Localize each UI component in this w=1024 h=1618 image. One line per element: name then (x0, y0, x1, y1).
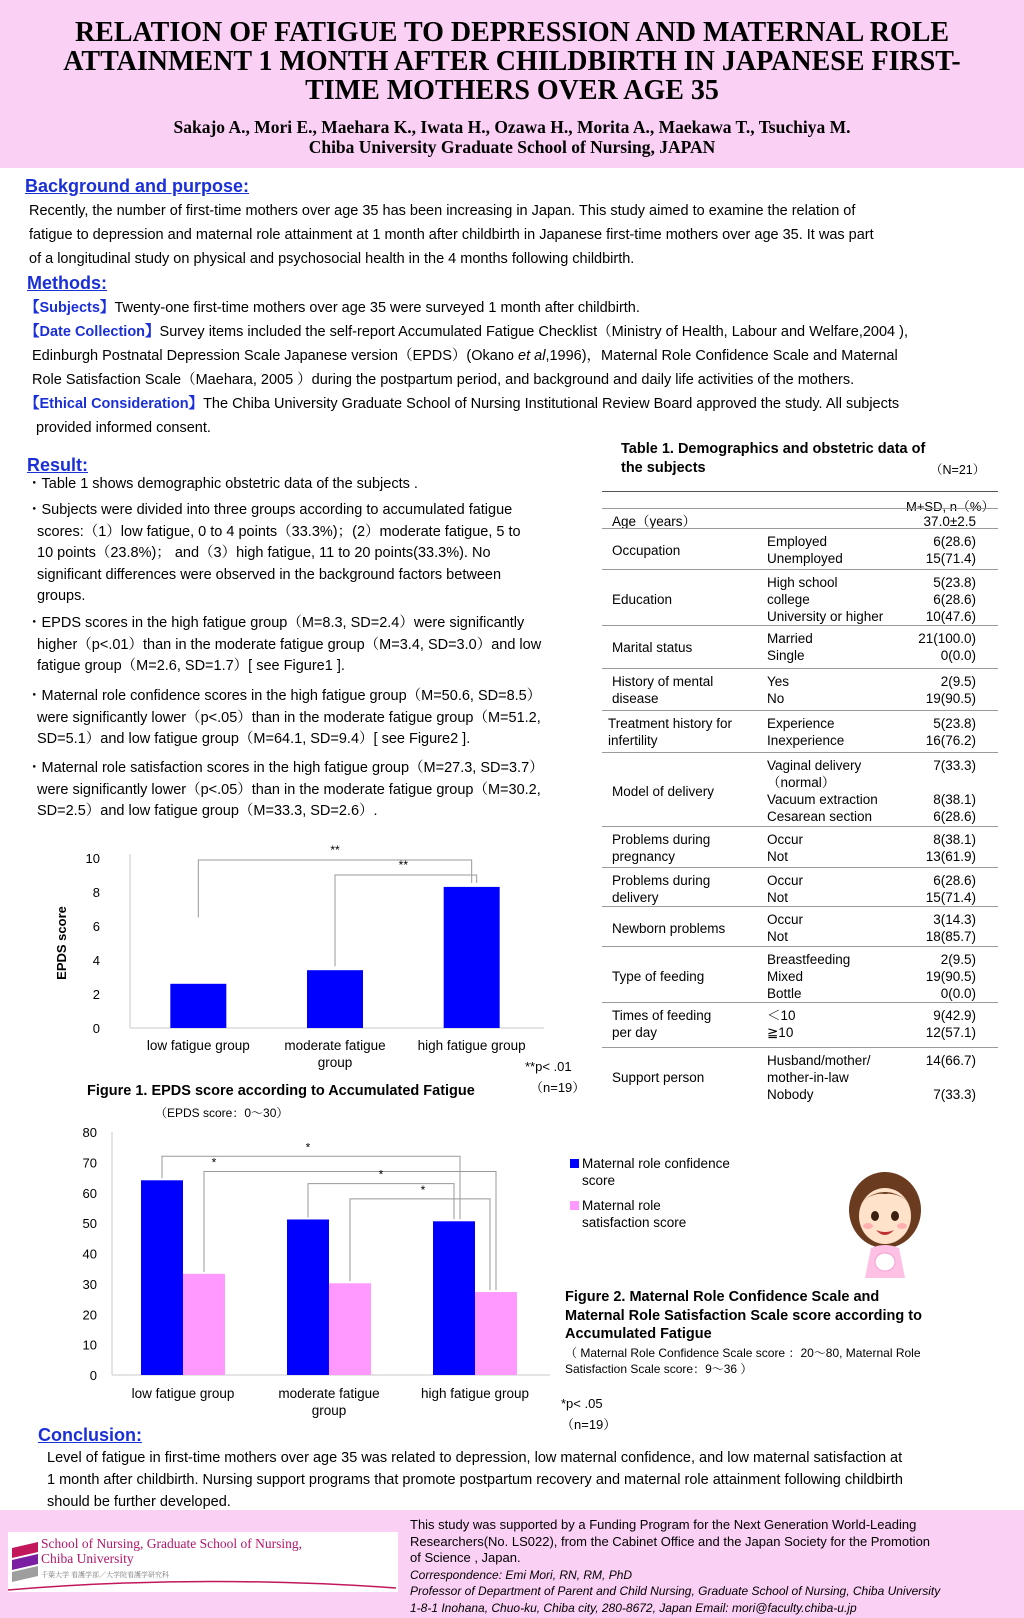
subjects-line: 【Subjects】Twenty-one first-time mothers over age 35 were surveyed 1 month after childbirth. (25, 300, 640, 316)
y-tick-label: 2 (92, 987, 100, 1002)
confidence-bar (433, 1221, 475, 1375)
table-row (602, 710, 998, 753)
university-logo (8, 1532, 398, 1592)
footer-text: This study was supported by a Funding Program for the Next Generation World-Leading Researchers(No. LS022), from the Cabinet Office and the Japan Society for the Promotion of Science , Japan. Correspondence: Emi Mori, RN, RM, PhD Professor of Department of Parent and Child Nursing, Graduate School of Nursing, Chiba University 1-8-1 Inohana, Chuo-ku, Chiba city, 280-8672, Japan Email: mori@faculty.chiba-u.jp (410, 1517, 941, 1615)
table-category: Marital status (612, 639, 693, 655)
x-tick-label: group (317, 1055, 353, 1070)
table-value: 19(90.5) (925, 969, 976, 984)
y-tick-label: 60 (82, 1185, 97, 1201)
table-item: Occur (767, 873, 804, 888)
logo-text: Chiba University (41, 1551, 134, 1566)
table-item: Vacuum extraction (767, 792, 878, 807)
table-value: 15(71.4) (925, 551, 976, 566)
table-item: Experience (767, 716, 835, 731)
table-item: High school (767, 575, 838, 590)
table-item: Not (767, 849, 789, 864)
table-category: Support person (612, 1070, 705, 1085)
ethics-line: 【Ethical Consideration】The Chiba University Graduate School of Nursing Institutional Review Board approved the study. All subjects (25, 396, 900, 412)
confidence-bar (287, 1219, 329, 1375)
table-row (602, 867, 998, 907)
significance-bracket (162, 1156, 460, 1219)
satisfaction-bar (183, 1274, 225, 1375)
table-category: Model of delivery (612, 783, 715, 799)
table-category: Treatment history for (608, 716, 733, 731)
figure1-n-note: （n=19） (530, 1080, 586, 1095)
table-value: 12(57.1) (925, 1025, 976, 1040)
table-value: 2(9.5) (940, 952, 976, 967)
table-value: 37.0±2.5 (923, 514, 976, 529)
figure2-sig-note: *p< .05 (561, 1396, 603, 1411)
table-item: Mixed (767, 969, 804, 984)
text-line: Recently, the number of first-time mothers over age 35 has been increasing in Japan. This study aimed to examine the relation of (29, 203, 856, 219)
table-category: Problems during (612, 832, 711, 847)
table-value: 3(14.3) (933, 912, 976, 927)
table-item: Not (767, 929, 789, 944)
table-row (602, 528, 998, 570)
table-value: 6(28.6) (933, 809, 976, 824)
table-value: 14(66.7) (925, 1053, 976, 1068)
text-line: fatigue to depression and maternal role attainment at 1 month after childbirth in Japanese first-time mothers over age 35. It was part (29, 227, 874, 243)
table-item: Not (767, 890, 789, 905)
table-row (602, 826, 998, 868)
table-item: Inexperience (767, 733, 845, 748)
table-item: Nobody (767, 1087, 814, 1102)
table-value: 5(23.8) (933, 716, 976, 731)
table-value: 6(28.6) (933, 534, 976, 549)
x-tick-label: moderate fatigue (284, 1038, 386, 1053)
background-text (29, 199, 1019, 271)
table-row (602, 906, 998, 947)
table-item: Employed (767, 534, 828, 549)
table-item: college (767, 592, 810, 607)
result-bullet: ・Table 1 shows demographic obstetric data of the subjects . (27, 476, 418, 492)
table-item: No (767, 691, 785, 706)
table1-col-header: M+SD, n（%） (906, 499, 995, 514)
table-value: 8(38.1) (933, 792, 976, 807)
conclusion-heading: Conclusion: (38, 1425, 142, 1445)
affiliation: Chiba University Graduate School of Nursing, JAPAN (308, 137, 716, 157)
legend-swatch-confidence (570, 1159, 579, 1168)
text-line: of a longitudinal study on physical and psychosocial health in the 4 months following childbirth. (29, 251, 635, 267)
table-item: Cesarean section (767, 809, 873, 824)
significance-marker: * (211, 1155, 217, 1170)
table-item: （normal） (767, 775, 836, 790)
table-category: Occupation (612, 542, 681, 558)
table-item: mother-in-law (767, 1070, 849, 1085)
x-tick-label: low fatigue group (131, 1386, 235, 1401)
confidence-bar (141, 1180, 183, 1375)
y-tick-label: 20 (82, 1307, 97, 1323)
table-value: 13(61.9) (925, 849, 976, 864)
x-tick-label: group (311, 1403, 347, 1418)
table-row (602, 946, 998, 1003)
table-category: infertility (608, 733, 658, 748)
table-row (602, 668, 998, 711)
table-category: Age（years） (612, 514, 697, 529)
y-tick-label: 10 (85, 851, 100, 866)
table-item: Married (767, 631, 813, 646)
title-line: ATTAINMENT 1 MONTH AFTER CHILDBIRTH IN JAPANESE FIRST- (63, 46, 961, 77)
figure2-subtitle: （EPDS score：0〜30） (155, 1106, 289, 1120)
table-category: History of mental (612, 674, 714, 689)
y-tick-label: 40 (82, 1246, 97, 1262)
figure2-caption: Figure 2. Maternal Role Confidence Scale and Maternal Role Satisfaction Scale score according to Accumulated Fatigue (565, 1289, 922, 1342)
y-tick-label: 50 (82, 1216, 97, 1232)
table-value: 0(0.0) (940, 648, 976, 663)
table-value: 7(33.3) (933, 1087, 976, 1102)
significance-marker: ** (398, 858, 409, 872)
table-item: Vaginal delivery (767, 758, 862, 773)
background-heading: Background and purpose: (25, 176, 250, 196)
figure2-n-note: （n=19） (561, 1417, 617, 1432)
text-line: Role Satisfaction Scale（Maehara, 2005 ）during the postpartum period, and background and daily life activities of the mothers. (32, 372, 855, 388)
result-heading: Result: (27, 455, 89, 475)
result-bullet: ・Maternal role satisfaction scores in the high fatigue group（M=27.3, SD=3.7） were significantly lower（p<.05）than in the moderate fatigue group（M=30.2, SD=2.5）and low fatigue group（M=33.3, SD=2.6）. (27, 760, 544, 819)
table-value: 9(42.9) (933, 1008, 976, 1023)
bar (307, 970, 363, 1028)
logo-subtext: 千葉大学 看護学部／大学院看護学研究科 (41, 1572, 169, 1579)
legend-label-confidence: Maternal role confidence score (582, 1156, 730, 1188)
table-category: Education (612, 592, 673, 607)
table-value: 6(28.6) (933, 873, 976, 888)
table-value: 6(28.6) (933, 592, 976, 607)
figure2-chart (70, 1125, 570, 1425)
figure1-chart (50, 840, 600, 1090)
text-line: provided informed consent. (36, 420, 211, 436)
logo-text: School of Nursing, Graduate School of Nursing, (41, 1536, 302, 1551)
x-tick-label: low fatigue group (146, 1038, 250, 1053)
y-tick-label: 8 (92, 885, 100, 900)
x-tick-label: moderate fatigue (278, 1386, 380, 1401)
table-item: Occur (767, 912, 804, 927)
table-item: ≧10 (767, 1025, 794, 1040)
x-tick-label: high fatigue group (417, 1038, 526, 1053)
table-item: Breastfeeding (767, 952, 851, 967)
table-item: Occur (767, 832, 804, 847)
table-row (602, 625, 998, 669)
table-item: Yes (767, 674, 790, 689)
result-bullet: ・Maternal role confidence scores in the high fatigue group（M=50.6, SD=8.5） were significantly lower（p<.05）than in the moderate fatigue group（M=51.2, SD=5.1）and low fatigue group（M=64.1, SD=9.4）[ see Figure2 ]. (27, 688, 542, 747)
result-bullet: ・EPDS scores in the high fatigue group（M=8.3, SD=2.4）were significantly higher（p<.01）than in the moderate fatigue group（M=3.4, SD=3.0）and low fatigue group（M=2.6, SD=1.7）[ see Figure1 ]. (27, 615, 542, 674)
table1-n: （N=21） (930, 463, 986, 477)
table-value: 8(38.1) (933, 832, 976, 847)
table-value: 0(0.0) (940, 986, 976, 1001)
bar (170, 984, 226, 1028)
methods-heading: Methods: (27, 273, 107, 293)
table-value: 7(33.3) (933, 758, 976, 773)
result-bullet: ・Subjects were divided into three groups according to accumulated fatigue scores:（1）low fatigue, 0 to 4 points（33.3%)；(2）moderate fatigue, 5 to 10 points（23.8%)； and（3）high fatigue, 11 to 20 points(33.3%). No significant differences were observed in the background factors between groups. (27, 502, 521, 604)
significance-marker: * (420, 1182, 426, 1197)
table-item: ＜10 (767, 1008, 796, 1023)
table-value: 10(47.6) (925, 609, 976, 624)
y-tick-label: 80 (82, 1125, 97, 1140)
table-category: disease (612, 691, 659, 706)
table-category: delivery (612, 890, 659, 905)
text-line: Edinburgh Postnatal Depression Scale Japanese version（EPDS）(Okano et al,1996)，Maternal Role Confidence Scale and Maternal (32, 348, 898, 364)
table-value: 18(85.7) (925, 929, 976, 944)
table-row (602, 569, 998, 626)
table-top-rule (602, 491, 998, 492)
figure1-sig-note: **p< .01 (525, 1059, 572, 1074)
poster-title (30, 18, 994, 105)
figure1-caption: Figure 1. EPDS score according to Accumulated Fatigue (87, 1083, 475, 1099)
title-line: RELATION OF FATIGUE TO DEPRESSION AND MATERNAL ROLE (74, 17, 950, 48)
legend-label-satisfaction: Maternal role satisfaction score (582, 1198, 687, 1230)
authors-block (30, 117, 994, 157)
mother-illustration (838, 1170, 933, 1280)
table-value: 21(100.0) (918, 631, 976, 646)
table-row (602, 1002, 998, 1048)
significance-marker: ** (330, 843, 340, 857)
y-tick-label: 6 (92, 919, 100, 934)
table-value: 5(23.8) (933, 575, 976, 590)
y-tick-label: 10 (82, 1337, 97, 1353)
table-category: pregnancy (612, 849, 676, 864)
table-item: Single (767, 648, 805, 663)
table-item: Husband/mother/ (767, 1053, 871, 1068)
table-category: per day (612, 1025, 658, 1040)
date-collection-line: 【Date Collection】Survey items included the self-report Accumulated Fatigue Checklist（Ministry of Health, Labour and Welfare,2004 ), (25, 324, 908, 340)
methods-text (25, 296, 1020, 440)
satisfaction-bar (329, 1283, 371, 1375)
conclusion-text: Level of fatigue in first-time mothers over age 35 was related to depression, low maternal confidence, and low maternal satisfaction at 1 month after childbirth. Nursing support programs that promote postpartum recovery and maternal role attainment following childbirth should be further developed. (47, 1450, 903, 1510)
title-line: TIME MOTHERS OVER AGE 35 (305, 75, 719, 106)
table-value: 15(71.4) (925, 890, 976, 905)
bar (444, 887, 500, 1028)
table-row (602, 1047, 998, 1111)
table-value: 2(9.5) (940, 674, 976, 689)
y-tick-label: 70 (82, 1155, 97, 1171)
x-tick-label: high fatigue group (420, 1386, 530, 1401)
table-category: Problems during (612, 873, 711, 888)
table-category: Newborn problems (612, 920, 726, 936)
table-item: Unemployed (767, 551, 843, 566)
table-row (602, 752, 998, 827)
y-tick-label: 0 (92, 1021, 100, 1036)
table-row (602, 508, 998, 529)
table-value: 16(76.2) (925, 733, 976, 748)
y-tick-label: 0 (89, 1368, 97, 1383)
significance-marker: * (378, 1167, 384, 1182)
table-category: Type of feeding (612, 969, 705, 984)
table-item: University or higher (767, 609, 884, 624)
table1-title: Table 1. Demographics and obstetric data of the subjects (621, 441, 926, 476)
y-tick-label: 30 (82, 1276, 97, 1292)
significance-bracket (308, 1184, 454, 1220)
y-axis-label: EPDS score (54, 906, 69, 980)
legend-swatch-satisfaction (570, 1201, 579, 1210)
author-list: Sakajo A., Mori E., Maehara K., Iwata H., Ozawa H., Morita A., Maekawa T., Tsuchiya M. (173, 117, 851, 137)
figure2-scale-note: （ Maternal Role Confidence Scale score ：20〜80, Maternal Role Satisfaction Scale score：9〜36 ） (565, 1346, 921, 1376)
table-category: Times of feeding (612, 1008, 712, 1023)
table-item: Bottle (767, 986, 802, 1001)
satisfaction-bar (475, 1292, 517, 1375)
significance-marker: * (305, 1140, 311, 1155)
table-value: 19(90.5) (925, 691, 976, 706)
y-tick-label: 4 (92, 953, 100, 968)
